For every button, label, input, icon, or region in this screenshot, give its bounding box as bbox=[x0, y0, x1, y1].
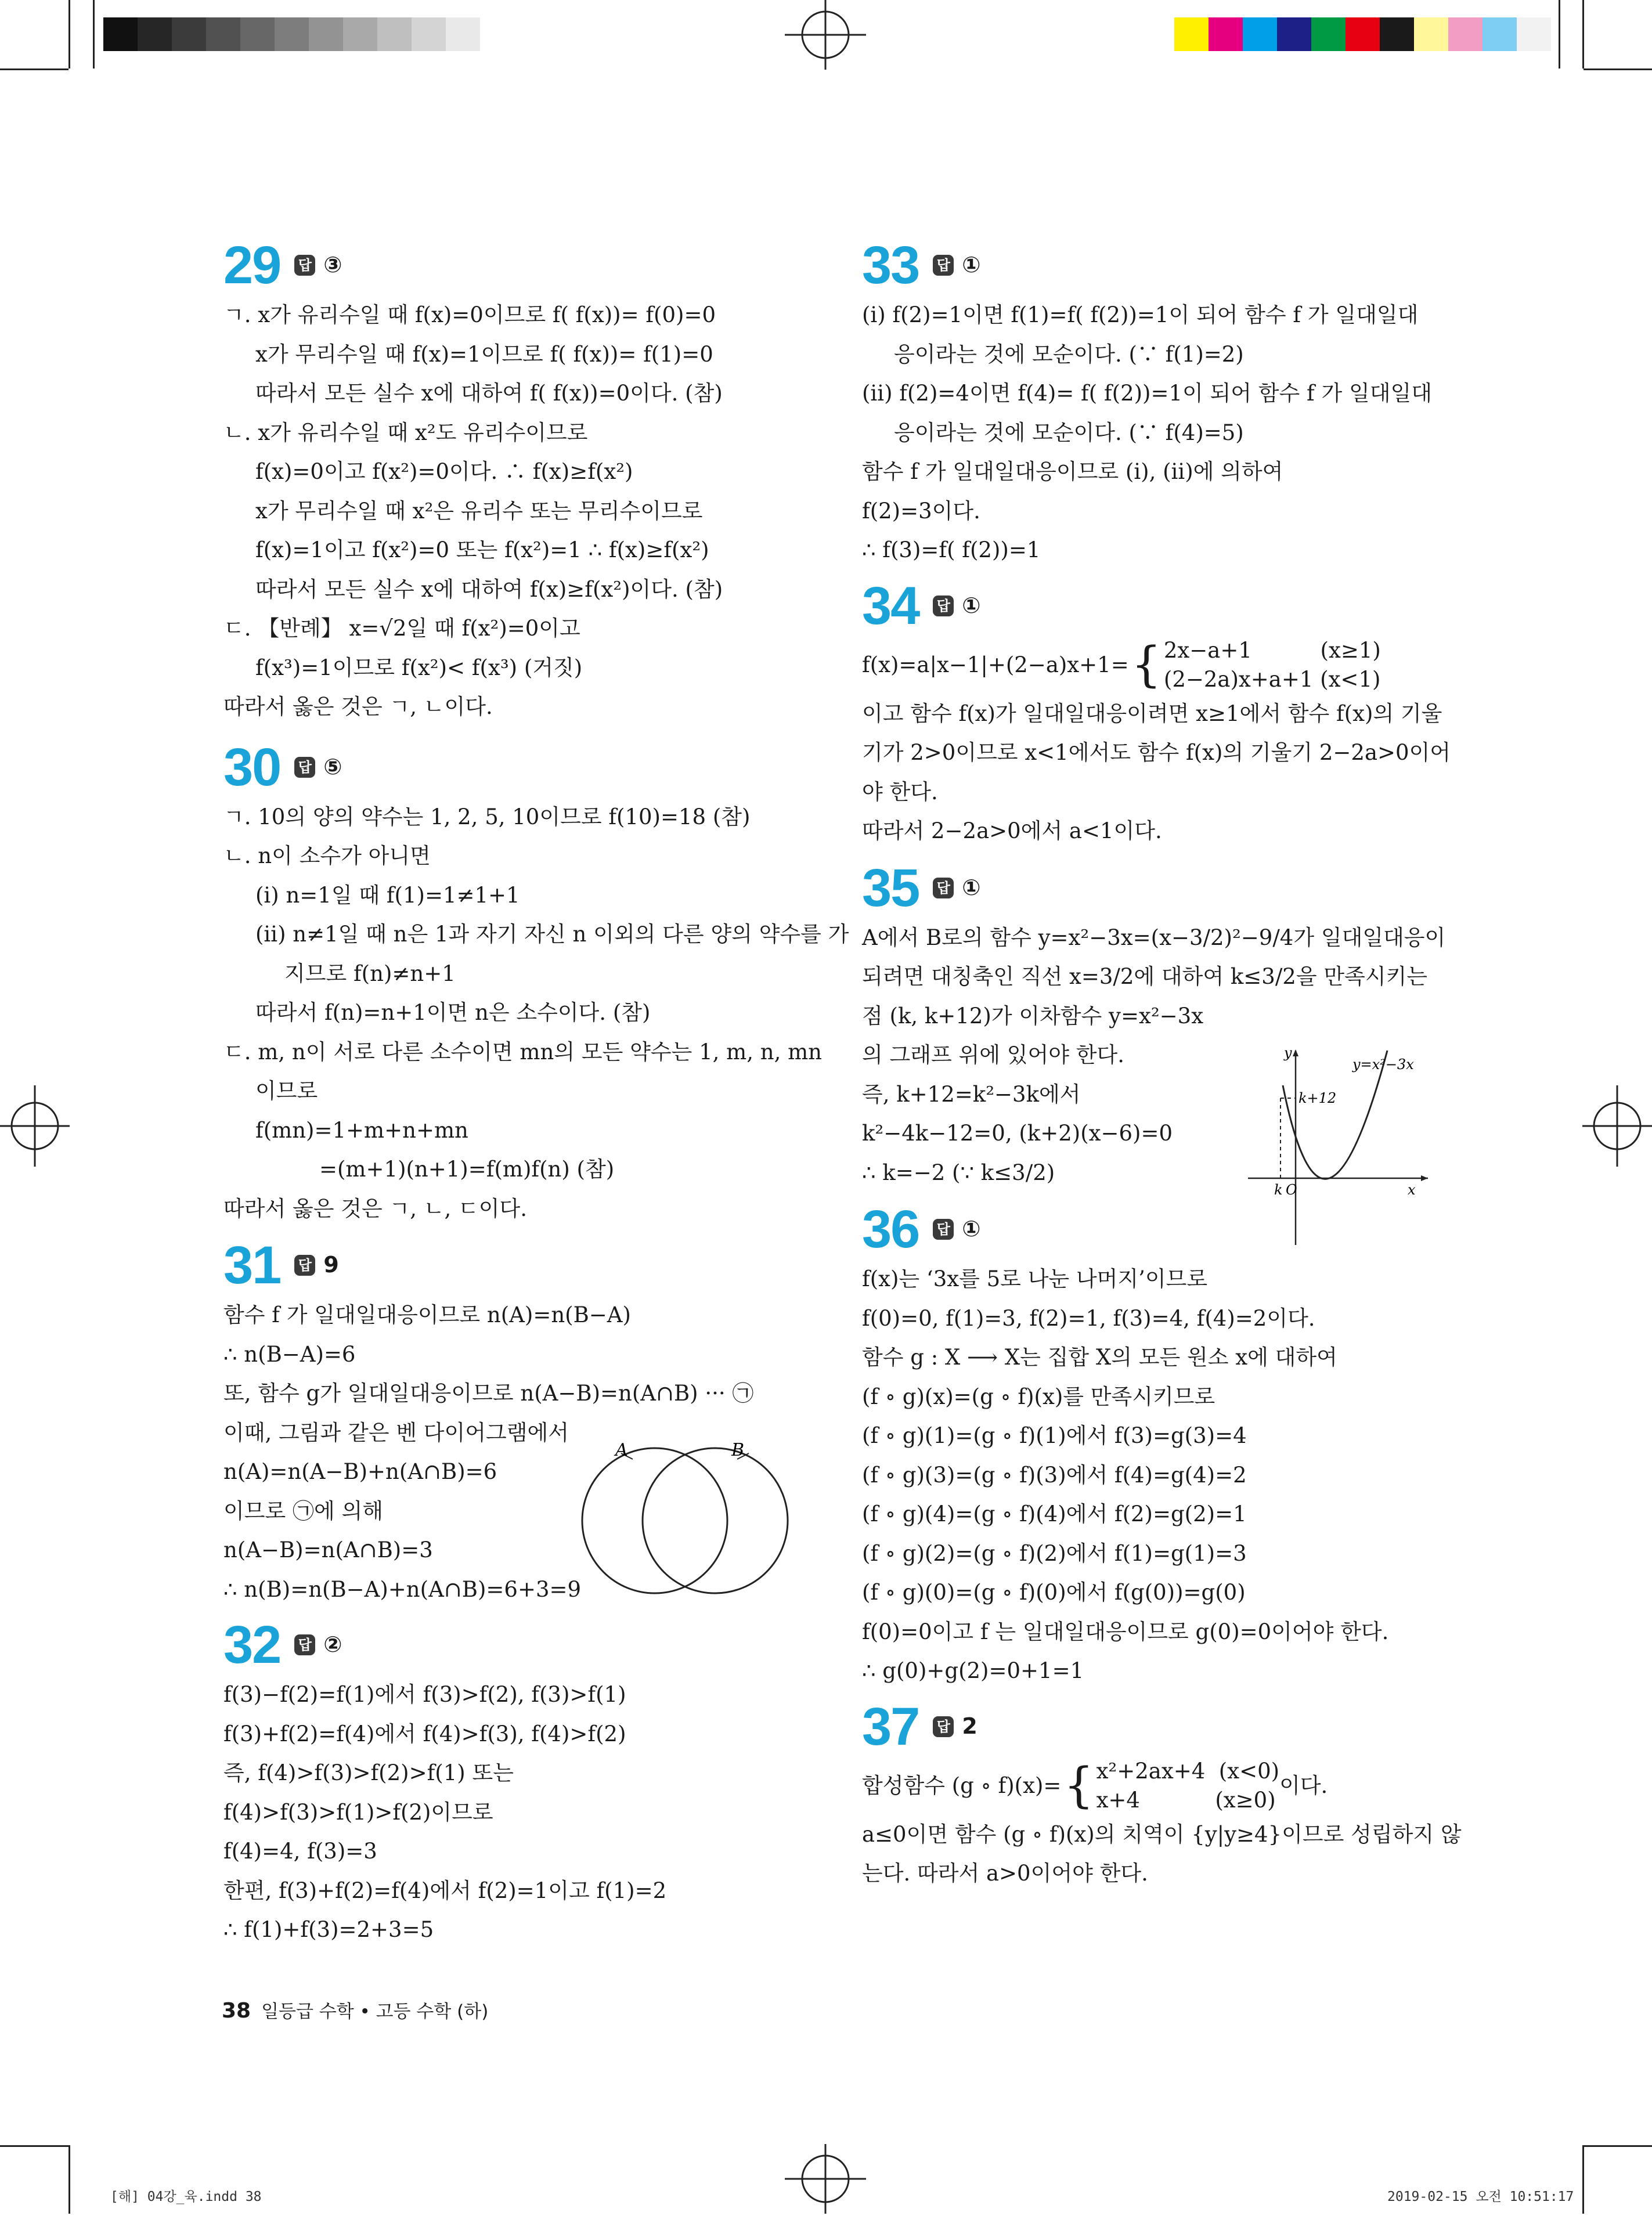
gray-swatch bbox=[103, 17, 138, 51]
solution-line: x가 무리수일 때 f(x)=1이므로 f( f(x))= f(1)=0 bbox=[255, 341, 713, 367]
answer-tag-icon: 답 bbox=[294, 1634, 315, 1655]
page-footer bbox=[222, 1997, 488, 2023]
crop-mark bbox=[93, 0, 95, 68]
point-label: k+12 bbox=[1298, 1090, 1337, 1106]
solution-line: f(mn)=1+m+n+mn bbox=[255, 1117, 468, 1143]
problem-32 bbox=[223, 1615, 804, 1950]
problem-number: 35 bbox=[862, 858, 919, 918]
registration-mark-left bbox=[0, 1068, 70, 1186]
solution-line: 응이라는 것에 모순이다. (∵ f(1)=2) bbox=[894, 341, 1244, 367]
problem-header bbox=[223, 1235, 804, 1295]
answer-tag-icon: 답 bbox=[933, 595, 954, 616]
crop-mark bbox=[68, 2145, 70, 2214]
solution-line: n(A)=n(A−B)+n(A∩B)=6 bbox=[223, 1459, 497, 1484]
color-swatch bbox=[1380, 17, 1414, 51]
problem-number: 37 bbox=[862, 1697, 919, 1756]
solution-line: (ⅰ) f(2)=1이면 f(1)=f( f(2))=1이 되어 함수 f 가 일대일대 bbox=[862, 302, 1419, 327]
left-column bbox=[223, 235, 849, 1950]
crop-mark bbox=[68, 0, 70, 68]
problem-34 bbox=[862, 576, 1451, 851]
solution-line: ∴ f(3)=f( f(2))=1 bbox=[862, 537, 1041, 562]
registration-mark-right bbox=[1582, 1068, 1652, 1186]
answer-value: ⑤ bbox=[323, 753, 342, 779]
solution-line: 기가 2>0이므로 x<1에서도 함수 f(x)의 기울기 2−2a>0이어 bbox=[862, 740, 1451, 765]
solution-line: f(0)=0, f(1)=3, f(2)=1, f(3)=4, f(4)=2이다. bbox=[862, 1305, 1315, 1331]
solution-line: (ⅰ) n=1일 때 f(1)=1≠1+1 bbox=[255, 882, 520, 908]
solution-line: =(m+1)(n+1)=f(m)f(n) (참) bbox=[319, 1157, 615, 1182]
solution-line: f(x)=0이고 f(x²)=0이다. ∴ f(x)≥f(x²) bbox=[255, 459, 633, 484]
color-swatch bbox=[1174, 17, 1209, 51]
solution-line: ㄱ. 10의 양의 약수는 1, 2, 5, 10이므로 f(10)=18 (참) bbox=[223, 804, 751, 829]
solution-line: (f ∘ g)(2)=(g ∘ f)(2)에서 f(1)=g(1)=3 bbox=[862, 1540, 1247, 1566]
solution-line: n(A−B)=n(A∩B)=3 bbox=[223, 1538, 433, 1562]
solution-line: f(x)는 ‘3x를 5로 나눈 나머지’이므로 bbox=[862, 1266, 1208, 1291]
solution-line: x가 무리수일 때 x²은 유리수 또는 무리수이므로 bbox=[255, 498, 703, 524]
answer-value: 2 bbox=[962, 1713, 978, 1739]
crop-mark bbox=[1559, 0, 1560, 68]
answer-tag-icon: 답 bbox=[933, 1716, 954, 1737]
crop-mark bbox=[0, 68, 68, 70]
venn-label-a: A bbox=[615, 1440, 628, 1460]
solution-line: 이므로 bbox=[255, 1078, 318, 1103]
solution-line: (ⅱ) f(2)=4이면 f(4)= f( f(2))=1이 되어 함수 f 가 일대일대 bbox=[862, 381, 1432, 406]
solution-line: f(4)>f(3)>f(1)>f(2)이므로 bbox=[223, 1799, 493, 1825]
solution-line: ㄷ. m, n이 서로 다른 소수이면 mn의 모든 약수는 1, m, n, mn bbox=[223, 1039, 823, 1064]
solution-line: 따라서 모든 실수 x에 대하여 f( f(x))=0이다. (참) bbox=[255, 381, 723, 406]
venn-label-b: B bbox=[731, 1440, 745, 1460]
crop-mark bbox=[1584, 2145, 1652, 2147]
color-swatch bbox=[1483, 17, 1517, 51]
solution-line: 즉, f(4)>f(3)>f(2)>f(1) 또는 bbox=[223, 1760, 514, 1785]
solution-line: A에서 B로의 함수 y=x²−3x=(x−3/2)²−9/4가 일대일대응이 bbox=[862, 925, 1446, 950]
formula-case: x²+2ax+4 (x<0) bbox=[1096, 1758, 1280, 1784]
piecewise-formula bbox=[862, 1757, 1442, 1815]
answer-value: ① bbox=[962, 1216, 981, 1242]
solution-line: 야 한다. bbox=[862, 779, 938, 804]
problem-number: 36 bbox=[862, 1200, 919, 1259]
solution-line: (f ∘ g)(4)=(g ∘ f)(4)에서 f(2)=g(2)=1 bbox=[862, 1502, 1247, 1526]
k-label: k bbox=[1274, 1182, 1283, 1198]
solution-line: ∴ k=−2 (∵ k≤3/2) bbox=[862, 1160, 1055, 1185]
solution-line: 이때, 그림과 같은 벤 다이어그램에서 bbox=[223, 1420, 569, 1445]
problem-header bbox=[862, 858, 1442, 918]
gray-swatch bbox=[275, 17, 309, 51]
gray-swatch bbox=[206, 17, 240, 51]
solution-line: 함수 g : X ⟶ X는 집합 X의 모든 원소 x에 대하여 bbox=[862, 1345, 1337, 1370]
problem-number: 32 bbox=[223, 1615, 281, 1674]
solution-line: (ⅱ) n≠1일 때 n은 1과 자기 자신 n 이외의 다른 양의 약수를 가 bbox=[255, 922, 849, 947]
solution-line: f(x³)=1이므로 f(x²)< f(x³) (거짓) bbox=[255, 655, 583, 680]
solution-line: 한편, f(3)+f(2)=f(4)에서 f(2)=1이고 f(1)=2 bbox=[223, 1878, 667, 1903]
problem-header bbox=[223, 1615, 804, 1675]
problem-header bbox=[862, 1697, 1442, 1757]
brace-icon: { bbox=[1131, 637, 1162, 692]
color-swatch bbox=[1346, 17, 1380, 51]
formula-cases bbox=[1164, 636, 1381, 694]
crop-mark bbox=[0, 2145, 68, 2147]
problem-36 bbox=[862, 1199, 1442, 1691]
problem-37 bbox=[862, 1697, 1462, 1893]
solution-line: 따라서 모든 실수 x에 대하여 f(x)≥f(x²)이다. (참) bbox=[255, 576, 723, 602]
problem-header bbox=[862, 576, 1442, 636]
solution-line: f(3)−f(2)=f(1)에서 f(3)>f(2), f(3)>f(1) bbox=[223, 1682, 626, 1707]
formula-case: x+4 (x≥0) bbox=[1096, 1787, 1276, 1813]
gray-swatch bbox=[377, 17, 412, 51]
problem-number: 31 bbox=[223, 1236, 281, 1295]
problem-header bbox=[862, 235, 1442, 295]
formula-lhs: 합성함수 (g ∘ f)(x)= bbox=[862, 1773, 1062, 1798]
answer-tag-icon: 답 bbox=[933, 1219, 954, 1240]
piecewise-formula bbox=[862, 636, 1442, 694]
answer-value: ① bbox=[962, 874, 981, 900]
problem-header bbox=[223, 235, 804, 295]
problem-30 bbox=[223, 737, 849, 1229]
answer-value: ③ bbox=[323, 252, 342, 278]
formula-rhs: 이다. bbox=[1279, 1773, 1328, 1798]
gray-swatch bbox=[240, 17, 275, 51]
y-axis-label: y bbox=[1284, 1045, 1292, 1061]
solution-line: (f ∘ g)(x)=(g ∘ f)(x)를 만족시키므로 bbox=[862, 1384, 1215, 1409]
registration-mark-top bbox=[767, 0, 883, 72]
crop-mark bbox=[1584, 68, 1652, 70]
venn-diagram bbox=[575, 1439, 795, 1616]
solution-line: 함수 f 가 일대일대응이므로 (ⅰ), (ⅱ)에 의하여 bbox=[862, 459, 1283, 484]
origin-label: O bbox=[1286, 1182, 1297, 1198]
gray-swatch bbox=[138, 17, 172, 51]
solution-line: 이고 함수 f(x)가 일대일대응이려면 x≥1에서 함수 f(x)의 기울 bbox=[862, 701, 1442, 726]
answer-value: ② bbox=[323, 1632, 342, 1658]
answer-tag-icon: 답 bbox=[294, 757, 315, 778]
solution-line: (f ∘ g)(1)=(g ∘ f)(1)에서 f(3)=g(3)=4 bbox=[862, 1423, 1247, 1448]
solution-line: 는다. 따라서 a>0이어야 한다. bbox=[862, 1861, 1148, 1886]
formula-cases bbox=[1096, 1757, 1280, 1815]
solution-line: ∴ n(B−A)=6 bbox=[223, 1341, 356, 1367]
answer-tag-icon: 답 bbox=[933, 255, 954, 276]
problem-number: 29 bbox=[223, 236, 281, 295]
registration-mark-bottom bbox=[767, 2144, 883, 2216]
problem-29 bbox=[223, 235, 804, 727]
color-swatch bbox=[1311, 17, 1346, 51]
solution-line: ㄷ. 【반례】 x=√2일 때 f(x²)=0이고 bbox=[223, 616, 580, 641]
parabola-graph bbox=[1242, 1045, 1434, 1250]
color-swatch bbox=[1277, 17, 1311, 51]
formula-lhs: f(x)=a|x−1|+(2−a)x+1= bbox=[862, 652, 1129, 677]
problem-number: 33 bbox=[862, 236, 919, 295]
color-swatch bbox=[1448, 17, 1483, 51]
solution-line: f(0)=0이고 f 는 일대일대응이므로 g(0)=0이어야 한다. bbox=[862, 1619, 1389, 1644]
solution-line: a≤0이면 함수 (g ∘ f)(x)의 치역이 {y|y≥4}이므로 성립하지 않 bbox=[862, 1821, 1462, 1847]
solution-line: 점 (k, k+12)가 이차함수 y=x²−3x bbox=[862, 1003, 1204, 1028]
solution-line: f(4)=4, f(3)=3 bbox=[223, 1839, 377, 1864]
solution-line: ∴ f(1)+f(3)=2+3=5 bbox=[223, 1917, 434, 1942]
solution-line: 즉, k+12=k²−3k에서 bbox=[862, 1081, 1081, 1107]
solution-line: f(3)+f(2)=f(4)에서 f(4)>f(3), f(4)>f(2) bbox=[223, 1721, 626, 1746]
color-swatch bbox=[1517, 17, 1551, 51]
solution-line: ㄱ. x가 유리수일 때 f(x)=0이므로 f( f(x))= f(0)=0 bbox=[223, 302, 716, 327]
solution-line: ∴ n(B)=n(B−A)+n(A∩B)=6+3=9 bbox=[223, 1576, 582, 1602]
solution-line: k²−4k−12=0, (k+2)(x−6)=0 bbox=[862, 1121, 1173, 1146]
problem-header bbox=[223, 737, 804, 797]
crop-mark bbox=[1582, 2145, 1584, 2214]
solution-line: 또, 함수 g가 일대일대응이므로 n(A−B)=n(A∩B) ··· ㉠ bbox=[223, 1381, 754, 1406]
solution-line: 따라서 옳은 것은 ㄱ, ㄴ, ㄷ이다. bbox=[223, 1196, 527, 1221]
answer-value: ① bbox=[962, 592, 981, 618]
answer-tag-icon: 답 bbox=[933, 878, 954, 898]
x-axis-label: x bbox=[1408, 1182, 1416, 1198]
solution-line: ㄴ. x가 유리수일 때 x²도 유리수이므로 bbox=[223, 420, 588, 445]
solution-line: 응이라는 것에 모순이다. (∵ f(4)=5) bbox=[894, 420, 1244, 445]
gray-swatch bbox=[343, 17, 377, 51]
solution-line: ∴ g(0)+g(2)=0+1=1 bbox=[862, 1658, 1084, 1683]
problem-number: 30 bbox=[223, 737, 281, 797]
solution-line: ㄴ. n이 소수가 아니면 bbox=[223, 843, 431, 868]
gray-swatch bbox=[412, 17, 446, 51]
solution-line: 지므로 f(n)≠n+1 bbox=[284, 961, 456, 986]
answer-tag-icon: 답 bbox=[294, 255, 315, 276]
solution-line: 함수 f 가 일대일대응이므로 n(A)=n(B−A) bbox=[223, 1302, 631, 1327]
solution-line: (f ∘ g)(3)=(g ∘ f)(3)에서 f(4)=g(4)=2 bbox=[862, 1462, 1247, 1488]
color-swatch bbox=[1243, 17, 1277, 51]
solution-line: 따라서 옳은 것은 ㄱ, ㄴ이다. bbox=[223, 694, 493, 719]
solution-line: 되려면 대칭축인 직선 x=3/2에 대하여 k≤3/2을 만족시키는 bbox=[862, 964, 1428, 989]
slug-file: [해] 04강_육.indd 38 bbox=[110, 2189, 262, 2204]
problem-33 bbox=[862, 235, 1442, 570]
solution-line: (f ∘ g)(0)=(g ∘ f)(0)에서 f(g(0))=g(0) bbox=[862, 1580, 1246, 1605]
crop-mark bbox=[1582, 0, 1584, 68]
solution-line: 따라서 f(n)=n+1이면 n은 소수이다. (참) bbox=[255, 1000, 651, 1025]
page-number: 38 bbox=[222, 1999, 251, 2023]
gray-swatch bbox=[446, 17, 480, 51]
slug-timestamp: 2019-02-15 오전 10:51:17 bbox=[1387, 2189, 1574, 2204]
solution-line: 따라서 2−2a>0에서 a<1이다. bbox=[862, 818, 1162, 843]
formula-case: (2−2a)x+a+1 (x<1) bbox=[1163, 666, 1381, 692]
book-title: 일등급 수학 • 고등 수학 (하) bbox=[261, 2001, 489, 2022]
color-swatch bbox=[1209, 17, 1243, 51]
answer-value: 9 bbox=[323, 1252, 339, 1278]
answer-tag-icon: 답 bbox=[294, 1255, 315, 1276]
curve-label: y=x²−3x bbox=[1352, 1056, 1414, 1073]
solution-line: f(x)=1이고 f(x²)=0 또는 f(x²)=1 ∴ f(x)≥f(x²) bbox=[255, 537, 709, 562]
formula-case: 2x−a+1 (x≥1) bbox=[1163, 637, 1381, 663]
problem-number: 34 bbox=[862, 576, 919, 636]
color-swatch bbox=[1414, 17, 1448, 51]
brace-icon: { bbox=[1063, 1757, 1094, 1813]
solution-line: 의 그래프 위에 있어야 한다. bbox=[862, 1042, 1124, 1067]
gray-swatch bbox=[172, 17, 206, 51]
answer-value: ① bbox=[962, 252, 981, 278]
solution-line: f(2)=3이다. bbox=[862, 498, 980, 524]
solution-line: 이므로 ㉠에 의해 bbox=[223, 1498, 383, 1524]
gray-swatch bbox=[309, 17, 343, 51]
